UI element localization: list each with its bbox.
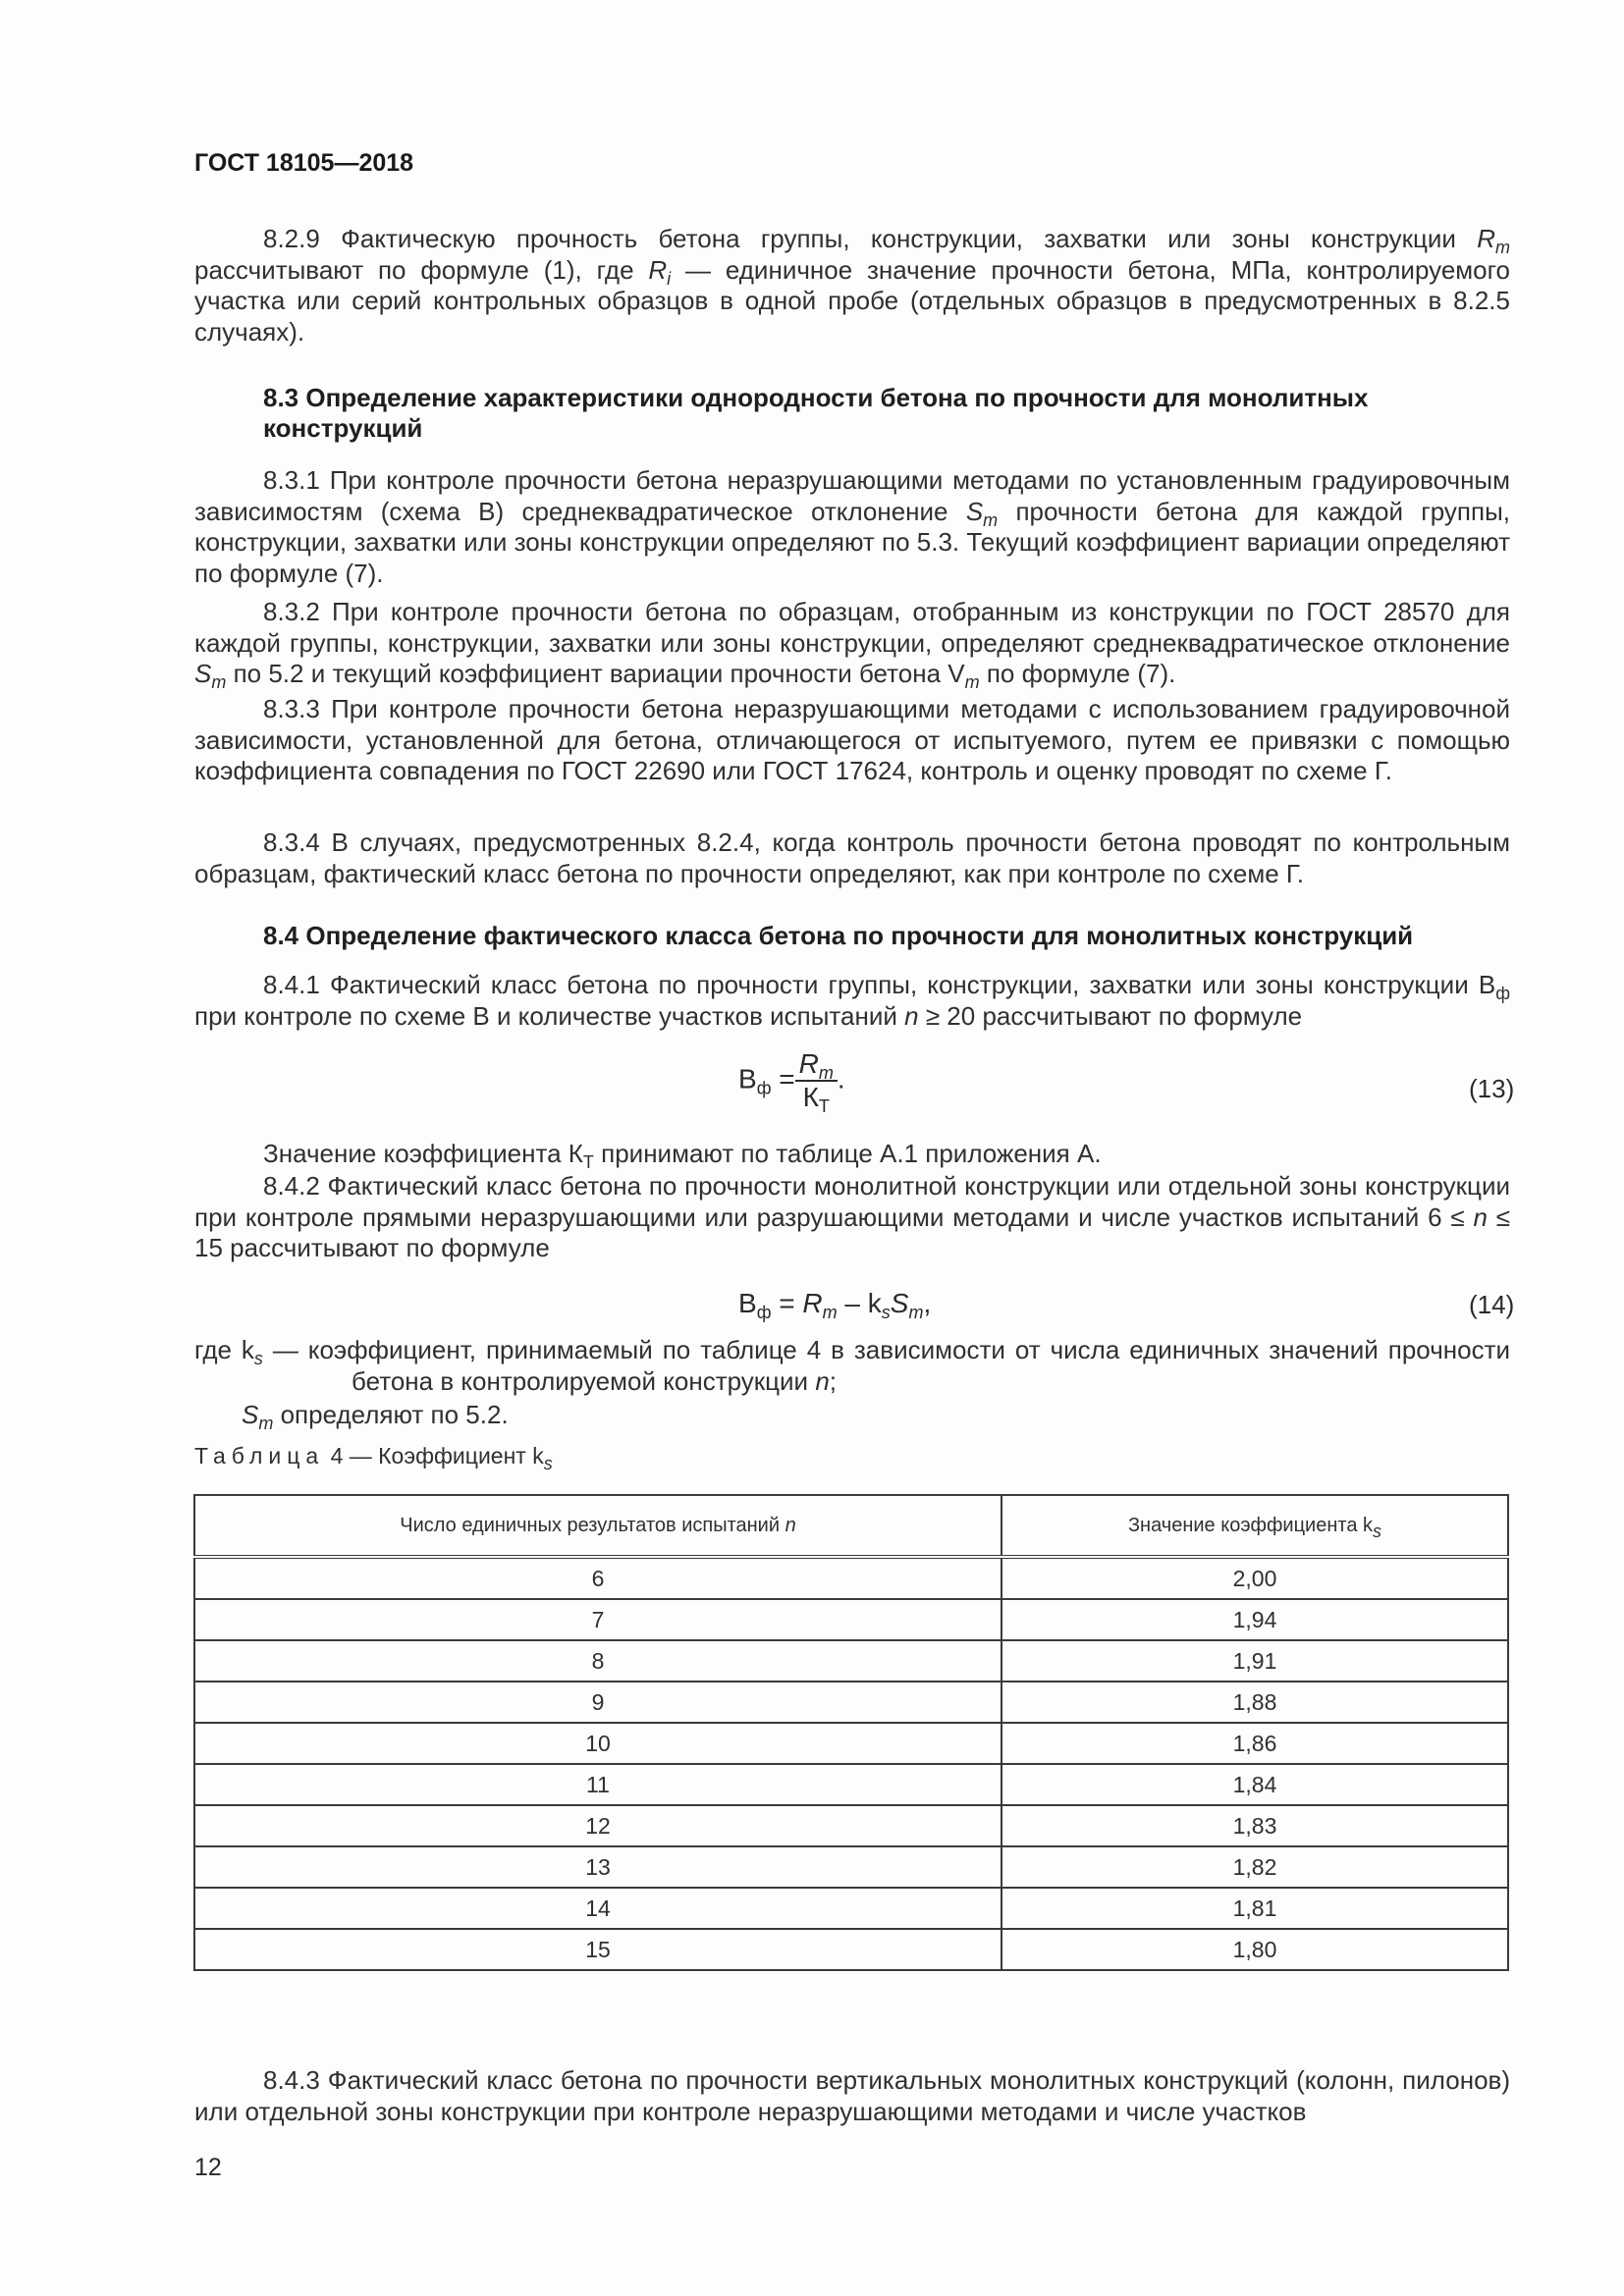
formula-13-number: (13) (1469, 1074, 1515, 1103)
cell-ks: 1,83 (1001, 1805, 1508, 1846)
cell-ks: 1,82 (1001, 1846, 1508, 1888)
formula-legend-ks: где $k_s$ — коэффициент, принимаемый по таблице 4 в зависимости от числа единичных значений прочности бетона в контролируемой конструкции n; (194, 1335, 1510, 1396)
fraction: $\frac{R_m}{К_Т}$ (795, 1048, 838, 1113)
cell-count: 14 (194, 1888, 1001, 1929)
paragraph-8-3-2: 8.3.2 При контроле прочности бетона по образцам, отобранным из конструкции по ГОСТ 28570 для каждой группы, конструкции, захватки или зоны конструкции, определяют среднеквадратическое отклонение $S_m$ по 5.2 и текущий коэффициент вариации прочности бетона $V_m$ по формуле (7). (194, 597, 1510, 692)
paragraph-8-4-3: 8.4.3 Фактический класс бетона по прочности вертикальных монолитных конструкций (колонн, пилонов) или отдельной зоны конструкции при контроле неразрушающими методами и числе участков (194, 2065, 1510, 2126)
paragraph-8-3-1: 8.3.1 При контроле прочности бетона неразрушающими методами по установленным градуировочным зависимостям (схема В) среднеквадратическое отклонение $S_m$ прочности бетона для каждой группы, конструкции, захватки или зоны конструкции определяют по 5.3. Текущий коэффициент вариации определяют по формуле (7). (194, 465, 1510, 588)
table-row (194, 1723, 1508, 1764)
paragraph-kt-note: Значение коэффициента $К_Т$ принимают по таблице А.1 приложения А. (263, 1139, 1102, 1172)
cell-count: 7 (194, 1599, 1001, 1640)
cell-count: 15 (194, 1929, 1001, 1970)
cell-count: 8 (194, 1640, 1001, 1682)
formula-13: $В_ф$ = $\frac{R_m}{К_Т}$ . (738, 1048, 845, 1116)
table-row (194, 1599, 1508, 1640)
table-row (194, 1846, 1508, 1888)
column-header-test-count: Число единичных результатов испытаний n (194, 1495, 1001, 1557)
page-number: 12 (194, 2154, 222, 2181)
paragraph-8-3-4: 8.3.4 В случаях, предусмотренных 8.2.4, когда контроль прочности бетона проводят по контрольным образцам, фактический класс бетона по прочности определяют, как при контроле по схеме Г. (194, 828, 1510, 888)
coefficient-ks-table (193, 1494, 1509, 1971)
column-header-ks-value: Значение коэффициента $k_s$ (1001, 1495, 1508, 1557)
paragraph-8-4-2: 8.4.2 Фактический класс бетона по прочности монолитной конструкции или отдельной зоны конструкции при контроле прямыми неразрушающими или разрушающими методами и числе участков испытаний 6 ≤ n ≤ 15 рассчитывают по формуле (194, 1171, 1510, 1262)
cell-count: 11 (194, 1764, 1001, 1805)
clause-number: 8.2.9 (263, 224, 320, 253)
cell-ks: 2,00 (1001, 1557, 1508, 1599)
table-row (194, 1557, 1508, 1599)
cell-ks: 1,94 (1001, 1599, 1508, 1640)
table-row (194, 1640, 1508, 1682)
formula-14-number: (14) (1469, 1290, 1515, 1319)
table-row (194, 1682, 1508, 1723)
formula-14: $В_ф = R_m - k_sS_m$, (738, 1288, 932, 1322)
paragraph-8-2-9: 8.2.9 Фактическую прочность бетона группы, конструкции, захватки или зоны конструкции $R_m$ рассчитывают по формуле (1), где $R_i$ — единичное значение прочности бетона, МПа, контролируемого участка или серий контрольных образцов в одной пробе (отдельных образцов в предусмотренных в 8.2.5 случаях). (194, 224, 1510, 347)
cell-ks: 1,86 (1001, 1723, 1508, 1764)
cell-count: 10 (194, 1723, 1001, 1764)
cell-count: 12 (194, 1805, 1001, 1846)
cell-ks: 1,91 (1001, 1640, 1508, 1682)
table-caption: Таблица 4 — Коэффициент $k_s$ (194, 1443, 553, 1473)
section-heading-8-4: 8.4 Определение фактического класса бетона по прочности для монолитных конструкций (263, 921, 1414, 950)
cell-count: 13 (194, 1846, 1001, 1888)
table-row (194, 1805, 1508, 1846)
document-code-header: ГОСТ 18105—2018 (194, 149, 414, 177)
paragraph-8-4-1: 8.4.1 Фактический класс бетона по прочности группы, конструкции, захватки или зоны конструкции $В_ф$ при контроле по схеме В и количестве участков испытаний n ≥ 20 рассчитывают по формуле (194, 970, 1510, 1031)
section-heading-8-3: 8.3 Определение характеристики однородности бетона по прочности для монолитных конструкций (263, 383, 1369, 443)
cell-count: 9 (194, 1682, 1001, 1723)
table-row (194, 1929, 1508, 1970)
table-row (194, 1764, 1508, 1805)
cell-ks: 1,81 (1001, 1888, 1508, 1929)
paragraph-8-3-3: 8.3.3 При контроле прочности бетона неразрушающими методами с использованием градуировочной зависимости, установленной для бетона, отличающегося от испытуемого, путем ее привязки с помощью коэффициента совпадения по ГОСТ 22690 или ГОСТ 17624, контроль и оценку проводят по схеме Г. (194, 694, 1510, 785)
cell-ks: 1,80 (1001, 1929, 1508, 1970)
table-row (194, 1888, 1508, 1929)
cell-ks: 1,88 (1001, 1682, 1508, 1723)
cell-ks: 1,84 (1001, 1764, 1508, 1805)
table-header-row (194, 1495, 1508, 1557)
formula-legend-sm: $S_m$ определяют по 5.2. (242, 1400, 509, 1433)
cell-count: 6 (194, 1557, 1001, 1599)
